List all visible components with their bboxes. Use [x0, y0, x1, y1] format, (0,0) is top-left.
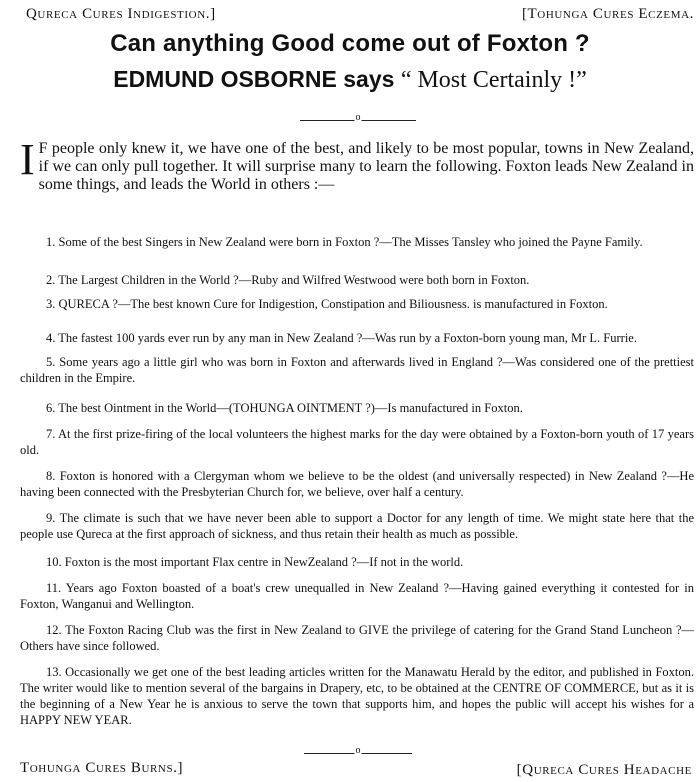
drop-cap: I — [20, 135, 35, 184]
headline: Can anything Good come out of Foxton ? — [110, 30, 590, 57]
ornamental-rule-bottom — [304, 748, 412, 758]
list-item: 9. The climate is such that we have never been able to support a Doctor for any length of time. We might state here that the people use Qureca at the first approach of sickness, and thus retain their health as much as possible. — [20, 511, 694, 541]
list-item: 6. The best Ointment in the World—(TOHUNGA OINTMENT ?)—Is manufactured in Foxton. — [46, 401, 523, 415]
subheadline-says: says — [343, 66, 395, 92]
subheadline — [0, 66, 700, 94]
list-item: 8. Foxton is honored with a Clergyman whom we believe to be the oldest (and universally respected) in New Zealand ?—He having been connected with the Presbyterian Church for, we believe, over half a century. — [20, 469, 694, 499]
list-item: 10. Foxton is the most important Flax centre in NewZealand ?—If not in the world. — [46, 555, 464, 569]
top-left-corner-note: Qureca Cures Indigestion.] — [26, 6, 216, 22]
ornamental-rule-top — [300, 115, 416, 125]
list-item: 1. Some of the best Singers in New Zealand were born in Foxton ?—The Misses Tansley who joined the Payne Family. — [46, 235, 643, 249]
top-right-corner-note: [Tohunga Cures Eczema. — [521, 6, 694, 22]
intro-text: F people only knew it, we have one of the best, and likely to be most popular, towns in New Zealand, if we can only pull together. It will surprise many to learn the following. Foxton leads New Zealand in some things, and leads the World in others :— — [38, 140, 694, 193]
list-item: 2. The Largest Children in the World ?—Ruby and Wilfred Westwood were both born in Foxton. — [46, 273, 530, 287]
intro-paragraph — [20, 135, 694, 194]
bottom-left-corner-note: Tohunga Cures Burns.] — [20, 760, 184, 776]
list-item: 11. Years ago Foxton boasted of a boat's crew unequalled in New Zealand ?—Having gained everything it contested for in Foxton, Wanganui and Wellington. — [20, 581, 694, 611]
list-item: 12. The Foxton Racing Club was the first in New Zealand to GIVE the privilege of catering for the Grand Stand Luncheon ?—Others have since followed. — [20, 623, 694, 653]
subheadline-name: EDMUND OSBORNE — [113, 66, 337, 92]
list-item: 3. QURECA ?—The best known Cure for Indigestion, Constipation and Biliousness. is manufactured in Foxton. — [46, 297, 608, 311]
bottom-right-corner-note: [Qureca Cures Headache — [516, 762, 692, 778]
list-item: 13. Occasionally we get one of the best leading articles written for the Manawatu Herald by the editor, and published in Foxton. The writer would like to mention several of the bargains in Drapery, etc, to be obtained at the CENTRE OF COMMERCE, but as it is the beginning of a New Year he is anxious to serve the town that supports him, and hopes the public will accept his wishes for a HAPPY NEW YEAR. — [20, 665, 694, 727]
list-item: 5. Some years ago a little girl who was born in Foxton and afterwards lived in England ?—Was considered one of the prettiest children in the Empire. — [20, 355, 694, 385]
subheadline-quote: “ Most Certainly !” — [400, 67, 587, 93]
list-item: 7. At the first prize-firing of the local volunteers the highest marks for the day were obtained by a Foxton-born youth of 17 years old. — [20, 427, 694, 457]
list-item: 4. The fastest 100 yards ever run by any man in New Zealand ?—Was run by a Foxton-born young man, Mr L. Furrie. — [46, 331, 637, 345]
